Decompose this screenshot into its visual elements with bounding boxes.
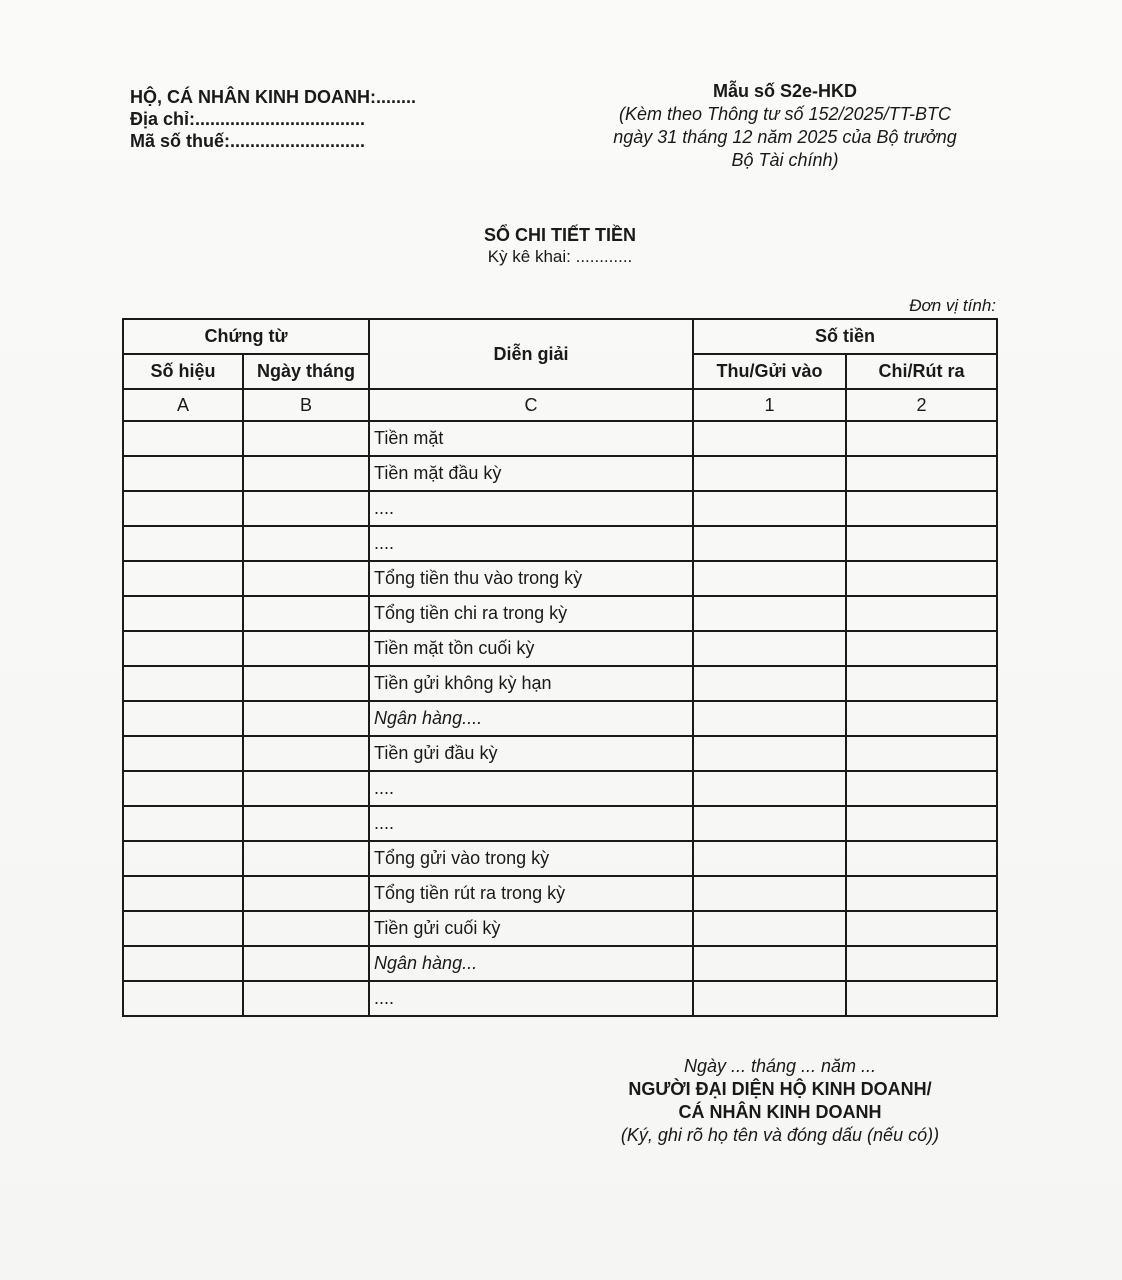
amount-out-cell — [846, 526, 997, 561]
voucher-number-cell — [123, 701, 243, 736]
table-row — [123, 736, 997, 771]
voucher-number-cell — [123, 736, 243, 771]
amount-in-cell — [693, 596, 846, 631]
table-row — [123, 456, 997, 491]
amount-in-cell — [693, 491, 846, 526]
description-cell: .... — [369, 491, 693, 526]
circular-reference-line-2: ngày 31 tháng 12 năm 2025 của Bộ trưởng — [613, 127, 957, 147]
amount-out-cell — [846, 736, 997, 771]
voucher-date-cell — [243, 456, 369, 491]
table-row — [123, 631, 997, 666]
voucher-number-cell — [123, 526, 243, 561]
declaration-period: Kỳ kê khai: ............ — [487, 247, 633, 266]
voucher-number-cell — [123, 841, 243, 876]
column-code: A — [123, 389, 243, 421]
voucher-number-cell — [123, 596, 243, 631]
page-title: SỔ CHI TIẾT TIỀN — [483, 225, 636, 245]
column-code: 1 — [693, 389, 846, 421]
voucher-header: Chứng từ — [123, 319, 369, 354]
voucher-date-cell — [243, 631, 369, 666]
voucher-date-cell — [243, 841, 369, 876]
amount-out-cell — [846, 981, 997, 1016]
amount-in-cell — [693, 736, 846, 771]
description-cell: Tổng gửi vào trong kỳ — [369, 841, 693, 876]
amount-in-cell — [693, 456, 846, 491]
amount-out-cell — [846, 631, 997, 666]
amount-out-cell — [846, 806, 997, 841]
description-cell: .... — [369, 526, 693, 561]
voucher-number-cell — [123, 421, 243, 456]
amount-in-cell — [693, 666, 846, 701]
amount-out-cell — [846, 911, 997, 946]
amount-out-cell — [846, 946, 997, 981]
description-cell: Ngân hàng... — [369, 946, 693, 981]
voucher-date-cell — [243, 771, 369, 806]
amount-in-cell — [693, 421, 846, 456]
title-block — [380, 224, 740, 268]
voucher-date-cell — [243, 736, 369, 771]
voucher-date-cell — [243, 701, 369, 736]
business-info — [130, 86, 416, 152]
description-cell: Tổng tiền rút ra trong kỳ — [369, 876, 693, 911]
voucher-number-cell — [123, 631, 243, 666]
amount-in-cell — [693, 806, 846, 841]
amount-out-cell — [846, 456, 997, 491]
voucher-number-cell — [123, 666, 243, 701]
description-cell: .... — [369, 771, 693, 806]
table-row — [123, 841, 997, 876]
table-row — [123, 911, 997, 946]
signature-block — [590, 1055, 970, 1147]
voucher-number-cell — [123, 946, 243, 981]
signer-role-line-1: NGƯỜI ĐẠI DIỆN HỘ KINH DOANH/ — [628, 1079, 932, 1099]
description-cell: Ngân hàng.... — [369, 701, 693, 736]
voucher-number-cell — [123, 456, 243, 491]
amount-in-cell — [693, 876, 846, 911]
amount-in-cell — [693, 526, 846, 561]
table-row — [123, 491, 997, 526]
unit-label: Đơn vị tính: — [909, 296, 996, 315]
business-name-field: HỘ, CÁ NHÂN KINH DOANH:........ — [130, 87, 416, 107]
table-row — [123, 526, 997, 561]
voucher-date-cell — [243, 806, 369, 841]
table-row — [123, 946, 997, 981]
ledger-body — [123, 421, 997, 1016]
table-row — [123, 981, 997, 1016]
voucher-date-cell — [243, 946, 369, 981]
table-row — [123, 806, 997, 841]
voucher-date-cell — [243, 421, 369, 456]
amount-in-cell — [693, 911, 846, 946]
amount-in-cell — [693, 841, 846, 876]
table-row — [123, 771, 997, 806]
amount-out-cell — [846, 666, 997, 701]
amount-in-cell — [693, 561, 846, 596]
table-row — [123, 666, 997, 701]
column-code: C — [369, 389, 693, 421]
description-cell: Tiền mặt tồn cuối kỳ — [369, 631, 693, 666]
amount-out-cell — [846, 561, 997, 596]
column-code: B — [243, 389, 369, 421]
voucher-date-cell — [243, 666, 369, 701]
description-cell: .... — [369, 806, 693, 841]
voucher-date-cell — [243, 526, 369, 561]
form-reference — [590, 80, 980, 172]
signature-note: (Ký, ghi rõ họ tên và đóng dấu (nếu có)) — [620, 1125, 940, 1145]
table-row — [123, 561, 997, 596]
voucher-number-cell — [123, 981, 243, 1016]
description-cell: Tiền gửi cuối kỳ — [369, 911, 693, 946]
signature-date: Ngày ... tháng ... năm ... — [683, 1056, 877, 1076]
circular-reference-line-1: (Kèm theo Thông tư số 152/2025/TT-BTC — [619, 104, 951, 124]
voucher-number-cell — [123, 771, 243, 806]
voucher-number-cell — [123, 561, 243, 596]
description-cell: Tiền mặt đầu kỳ — [369, 456, 693, 491]
amount-header: Số tiền — [693, 319, 997, 354]
voucher-date-cell — [243, 981, 369, 1016]
amount-out-cell — [846, 596, 997, 631]
voucher-date-cell — [243, 491, 369, 526]
table-row — [123, 876, 997, 911]
voucher-number-cell — [123, 876, 243, 911]
circular-reference-line-3: Bộ Tài chính) — [731, 150, 839, 170]
address-field: Địa chỉ:.................................. — [130, 109, 366, 129]
amount-out-cell — [846, 491, 997, 526]
voucher-date-header: Ngày tháng — [243, 354, 369, 389]
voucher-date-cell — [243, 596, 369, 631]
amount-in-header: Thu/Gửi vào — [693, 354, 846, 389]
form-number: Mẫu số S2e-HKD — [712, 81, 858, 101]
signer-role-line-2: CÁ NHÂN KINH DOANH — [678, 1102, 882, 1122]
tax-code-field: Mã số thuế:........................... — [130, 131, 366, 151]
voucher-date-cell — [243, 876, 369, 911]
amount-out-cell — [846, 841, 997, 876]
table-row — [123, 701, 997, 736]
amount-out-cell — [846, 876, 997, 911]
voucher-number-header: Số hiệu — [123, 354, 243, 389]
amount-in-cell — [693, 981, 846, 1016]
cash-ledger-table — [122, 318, 998, 1017]
voucher-number-cell — [123, 491, 243, 526]
amount-out-header: Chi/Rút ra — [846, 354, 997, 389]
description-cell: Tổng tiền chi ra trong kỳ — [369, 596, 693, 631]
amount-in-cell — [693, 631, 846, 666]
table-row — [123, 421, 997, 456]
description-cell: Tiền gửi đầu kỳ — [369, 736, 693, 771]
voucher-date-cell — [243, 561, 369, 596]
amount-in-cell — [693, 771, 846, 806]
column-code: 2 — [846, 389, 997, 421]
voucher-date-cell — [243, 911, 369, 946]
amount-out-cell — [846, 701, 997, 736]
amount-in-cell — [693, 946, 846, 981]
description-cell: Tiền gửi không kỳ hạn — [369, 666, 693, 701]
description-header: Diễn giải — [369, 319, 693, 389]
amount-in-cell — [693, 701, 846, 736]
table-row — [123, 596, 997, 631]
amount-out-cell — [846, 421, 997, 456]
voucher-number-cell — [123, 806, 243, 841]
description-cell: Tổng tiền thu vào trong kỳ — [369, 561, 693, 596]
description-cell: Tiền mặt — [369, 421, 693, 456]
amount-out-cell — [846, 771, 997, 806]
voucher-number-cell — [123, 911, 243, 946]
description-cell: .... — [369, 981, 693, 1016]
